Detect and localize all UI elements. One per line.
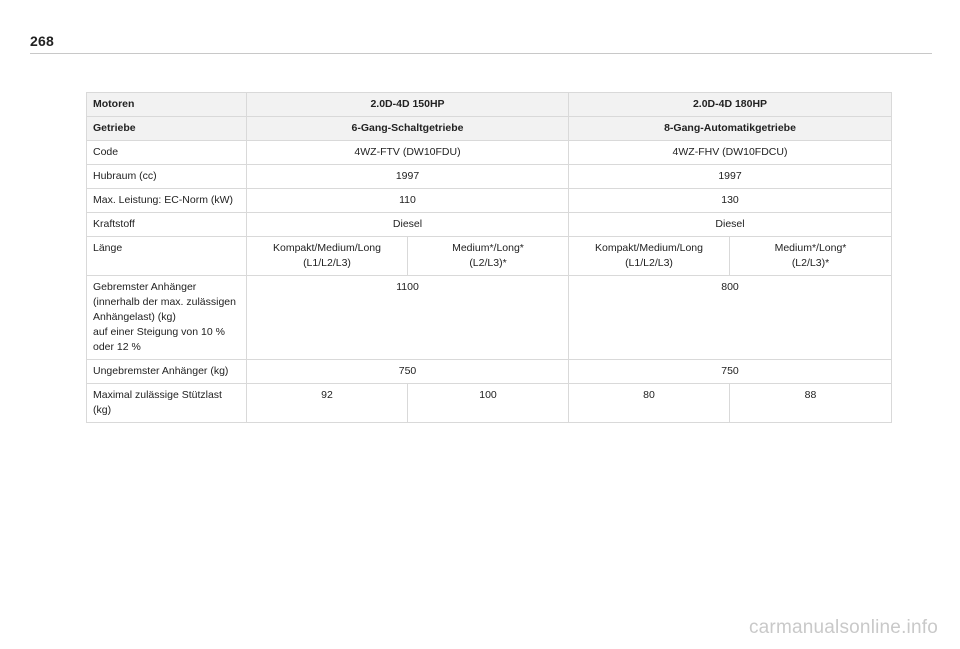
table-cell: Diesel bbox=[569, 213, 892, 237]
cell-line: Medium*/Long* bbox=[452, 242, 524, 254]
table-cell: 2.0D-4D 180HP bbox=[569, 93, 892, 117]
table-cell: 1997 bbox=[569, 165, 892, 189]
row-label: Max. Leistung: EC-Norm (kW) bbox=[87, 189, 247, 213]
table-cell: 6-Gang-Schaltgetriebe bbox=[247, 117, 569, 141]
label-line: (kg) bbox=[93, 404, 112, 416]
table-cell bbox=[247, 237, 408, 276]
table-row-motoren bbox=[87, 93, 892, 117]
row-label bbox=[87, 384, 247, 423]
label-line: Maximal zulässige Stützlast bbox=[93, 389, 222, 401]
label-line: (innerhalb der max. zulässigen bbox=[93, 296, 236, 308]
row-label bbox=[87, 276, 247, 360]
table-cell bbox=[408, 237, 569, 276]
label-line: Anhängelast) (kg) bbox=[93, 311, 176, 323]
table-row-leistung bbox=[87, 189, 892, 213]
label-line: auf einer Steigung von 10 % bbox=[93, 326, 225, 338]
row-label: Länge bbox=[87, 237, 247, 276]
table-row-hubraum bbox=[87, 165, 892, 189]
table-cell: Diesel bbox=[247, 213, 569, 237]
cell-line: (L1/L2/L3) bbox=[625, 257, 673, 269]
row-label: Ungebremster Anhänger (kg) bbox=[87, 360, 247, 384]
table-cell: 130 bbox=[569, 189, 892, 213]
table-cell: 1100 bbox=[247, 276, 569, 360]
table-row-gebremster-anhaenger bbox=[87, 276, 892, 360]
table-cell: 88 bbox=[730, 384, 892, 423]
table-row-stuetzlast bbox=[87, 384, 892, 423]
label-line: Gebremster Anhänger bbox=[93, 281, 197, 293]
table-cell: 8-Gang-Automatikgetriebe bbox=[569, 117, 892, 141]
table-cell: 4WZ-FTV (DW10FDU) bbox=[247, 141, 569, 165]
table-cell: 800 bbox=[569, 276, 892, 360]
cell-line: Medium*/Long* bbox=[774, 242, 847, 254]
table-cell: 110 bbox=[247, 189, 569, 213]
table-cell: 4WZ-FHV (DW10FDCU) bbox=[569, 141, 892, 165]
label-line: oder 12 % bbox=[93, 341, 141, 353]
row-label: Hubraum (cc) bbox=[87, 165, 247, 189]
table-cell: 2.0D-4D 150HP bbox=[247, 93, 569, 117]
table-cell: 80 bbox=[569, 384, 730, 423]
row-label: Motoren bbox=[87, 93, 247, 117]
cell-line: (L2/L3)* bbox=[791, 257, 830, 269]
engine-spec-table bbox=[86, 92, 892, 423]
page-number: 268 bbox=[30, 33, 54, 49]
table-cell: 750 bbox=[247, 360, 569, 384]
cell-line: (L1/L2/L3) bbox=[303, 257, 351, 269]
table-cell: 1997 bbox=[247, 165, 569, 189]
table-row-kraftstoff bbox=[87, 213, 892, 237]
cell-line: Kompakt/Medium/Long bbox=[595, 242, 703, 254]
row-label: Kraftstoff bbox=[87, 213, 247, 237]
table-cell bbox=[730, 237, 892, 276]
table-cell: 750 bbox=[569, 360, 892, 384]
table-cell bbox=[569, 237, 730, 276]
table-row-getriebe bbox=[87, 117, 892, 141]
cell-line: Kompakt/Medium/Long bbox=[273, 242, 381, 254]
table-cell: 92 bbox=[247, 384, 408, 423]
table-row-ungebremster-anhaenger bbox=[87, 360, 892, 384]
table-row-laenge bbox=[87, 237, 892, 276]
row-label: Getriebe bbox=[87, 117, 247, 141]
header-divider bbox=[30, 53, 932, 54]
row-label: Code bbox=[87, 141, 247, 165]
table-row-code bbox=[87, 141, 892, 165]
cell-line: (L2/L3)* bbox=[469, 257, 507, 269]
table-cell: 100 bbox=[408, 384, 569, 423]
watermark: carmanualsonline.info bbox=[748, 617, 938, 638]
